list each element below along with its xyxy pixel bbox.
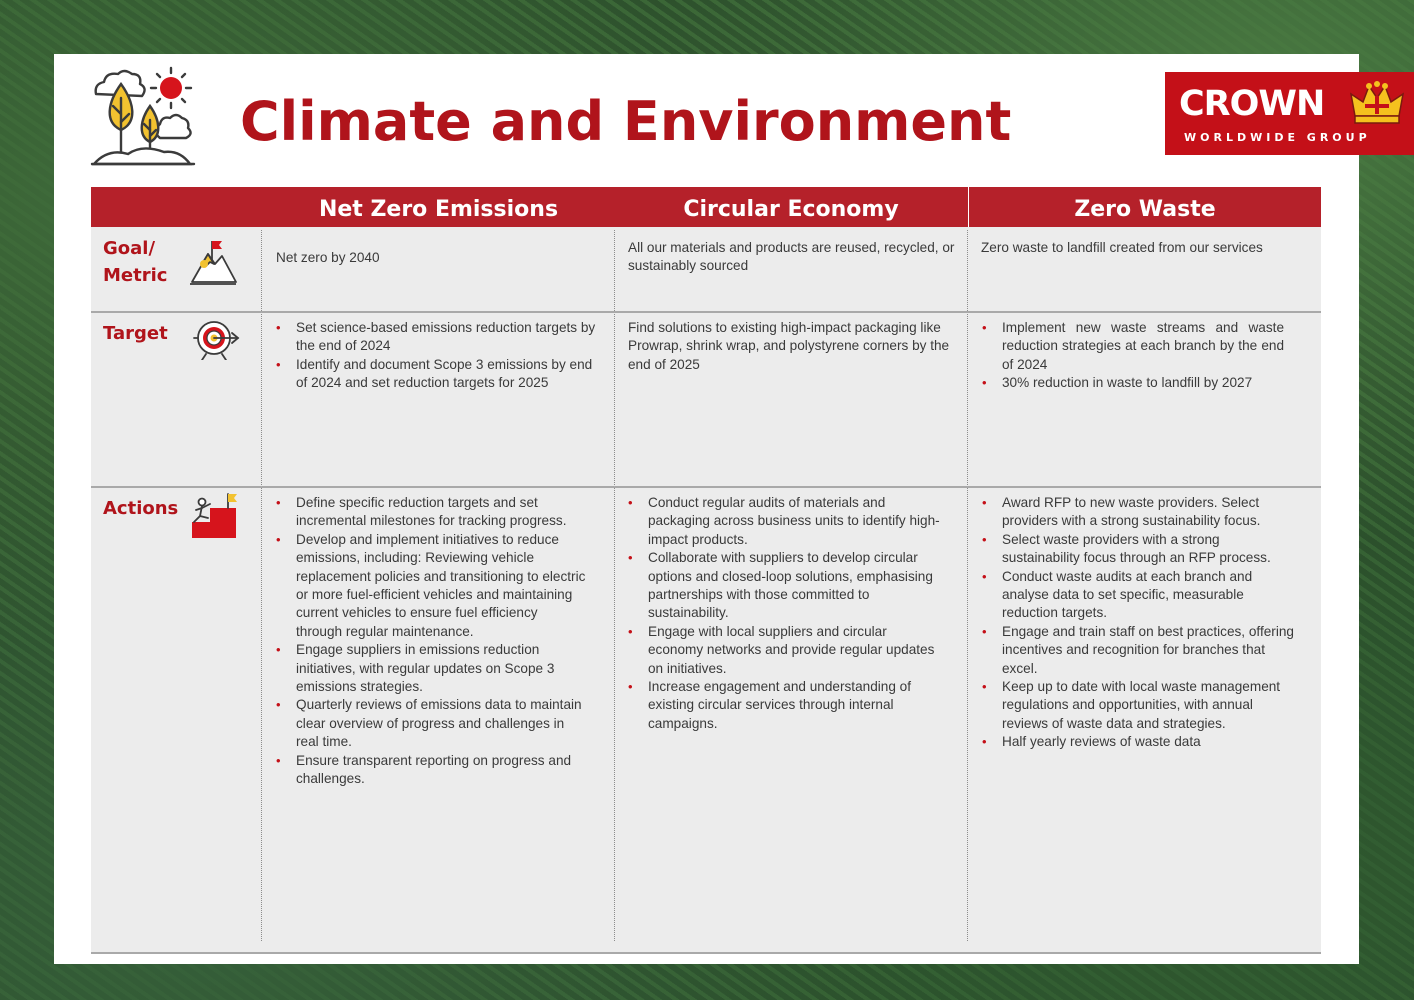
col-head-circular: Circular Economy — [683, 197, 899, 222]
list-item: • Engage and train staff on best practices, offering incentives and recognition for branches that excel. — [982, 623, 1297, 678]
trees-sun-cloud-icon — [88, 64, 198, 170]
goal-circular-cell — [628, 239, 958, 276]
list-item: • Define specific reduction targets and set incremental milestones for tracking progress. — [276, 494, 586, 531]
col-head-net-zero: Net Zero Emissions — [318, 197, 559, 222]
actions-net-zero-cell — [276, 494, 586, 789]
goal-net-zero-text: Net zero by 2040 — [276, 250, 380, 265]
row-label-target: Target — [103, 323, 168, 344]
col-separator — [614, 230, 615, 941]
col-head-zero-waste: Zero Waste — [1074, 197, 1216, 222]
col-separator — [967, 230, 968, 941]
list-item: • Implement new waste streams and waste reduction strategies at each branch by the end of 2024 — [982, 319, 1284, 374]
list-item: • Engage suppliers in emissions reduction initiatives, with regular updates on Scope 3 emissions strategies. — [276, 641, 586, 696]
target-circular-cell — [628, 319, 958, 374]
goal-circular-text: All our materials and products are reused, recycled, or sustainably sourced — [628, 240, 955, 274]
list-item: • Select waste providers with a strong sustainability focus through an RFP process. — [982, 531, 1297, 568]
actions-circular-cell — [628, 494, 943, 733]
col-separator — [261, 230, 262, 941]
crown-logo — [1165, 72, 1414, 155]
climber-flag-icon — [188, 492, 240, 540]
table-header — [91, 187, 1321, 227]
row-divider — [91, 486, 1321, 488]
goal-zero-waste-cell — [981, 239, 1311, 257]
list-item: • Set science-based emissions reduction targets by the end of 2024 — [276, 319, 596, 356]
list-item: • Award RFP to new waste providers. Select providers with a strong sustainability focus. — [982, 494, 1297, 531]
list-item: • Identify and document Scope 3 emissions by end of 2024 and set reduction targets for 2025 — [276, 356, 596, 393]
table-bottom-line — [91, 952, 1321, 954]
list-item: • Engage with local suppliers and circular economy networks and provide regular updates on initiatives. — [628, 623, 943, 678]
list-item: • Develop and implement initiatives to reduce emissions, including: Reviewing vehicle replacement policies and transitioning to electric or more fuel-efficient vehicles and maintaining current vehicles to ensure fuel efficiency through regular maintenance. — [276, 531, 586, 641]
actions-zero-waste-cell — [982, 494, 1297, 752]
goal-zero-waste-text: Zero waste to landfill created from our services — [981, 240, 1263, 255]
target-net-zero-cell — [276, 319, 596, 393]
list-item: • Ensure transparent reporting on progress and challenges. — [276, 752, 586, 789]
row-label-goal-line1: Goal/ — [103, 238, 156, 259]
list-item: • Conduct waste audits at each branch and analyse data to set specific, measurable reduction targets. — [982, 568, 1297, 623]
row-label-actions: Actions — [103, 498, 179, 519]
row-divider — [91, 311, 1321, 313]
goal-net-zero-cell — [276, 249, 606, 267]
target-zero-waste-cell — [982, 319, 1284, 393]
mountain-flag-icon — [188, 238, 238, 286]
list-item: • Quarterly reviews of emissions data to maintain clear overview of progress and challenges in real time. — [276, 696, 586, 751]
list-item: • Increase engagement and understanding of existing circular services through internal campaigns. — [628, 678, 943, 733]
list-item: • Keep up to date with local waste management regulations and opportunities, with annual reviews of waste data and strategies. — [982, 678, 1297, 733]
list-item: • Half yearly reviews of waste data — [982, 733, 1297, 751]
row-label-goal — [103, 235, 167, 289]
page-title: Climate and Environment — [240, 90, 1012, 153]
logo-wordmark: CROWN — [1179, 84, 1325, 124]
target-circular-text: Find solutions to existing high-impact packaging like Prowrap, shrink wrap, and polystyrene corners by the end of 2025 — [628, 320, 950, 372]
list-item: • 30% reduction in waste to landfill by 2027 — [982, 374, 1284, 392]
target-arrow-icon — [192, 318, 240, 360]
row-label-goal-line2: Metric — [103, 265, 168, 286]
crown-icon — [1349, 80, 1405, 126]
list-item: • Collaborate with suppliers to develop circular options and closed-loop solutions, emphasising partnerships with those committed to sustainability. — [628, 549, 943, 623]
logo-subtitle: WORLDWIDE GROUP — [1184, 131, 1371, 144]
list-item: • Conduct regular audits of materials and packaging across business units to identify high-impact products. — [628, 494, 943, 549]
